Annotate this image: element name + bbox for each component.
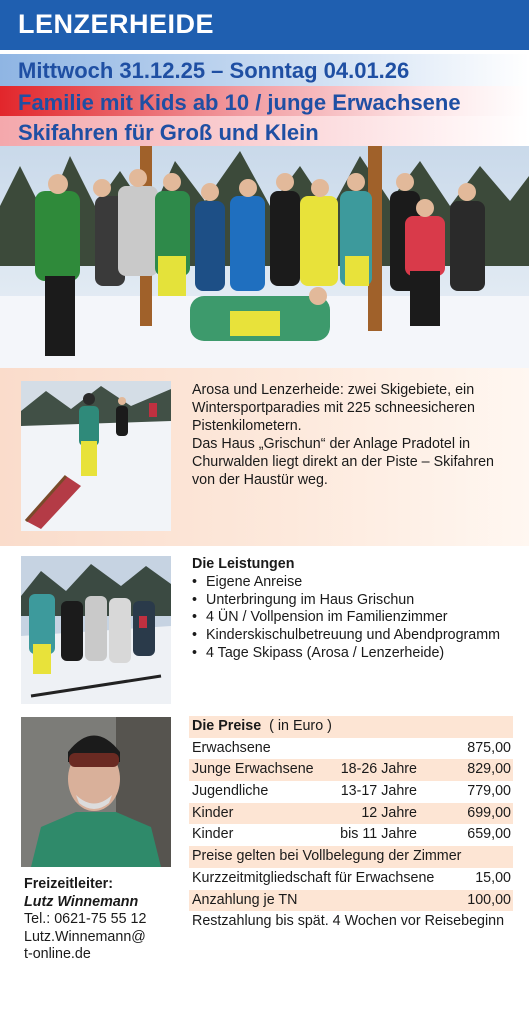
leader-contact bbox=[24, 876, 146, 964]
date-band bbox=[0, 54, 529, 86]
trip-subtitle: Skifahren für Groß und Klein bbox=[18, 120, 319, 145]
price-value: 829,00 bbox=[467, 761, 511, 778]
services-title: Die Leistungen bbox=[192, 556, 295, 572]
trip-dates: Mittwoch 31.12.25 – Sonntag 04.01.26 bbox=[18, 58, 410, 83]
price-value: 779,00 bbox=[467, 783, 511, 800]
price-label: Junge Erwachsene bbox=[192, 761, 314, 778]
price-age: 18-26 Jahre bbox=[340, 761, 417, 778]
deposit-value: 100,00 bbox=[467, 891, 511, 908]
price-age: 13-17 Jahre bbox=[340, 783, 417, 800]
price-value: 875,00 bbox=[467, 739, 511, 756]
balance-note: Restzahlung bis spät. 4 Wochen vor Reisebeginn bbox=[192, 913, 505, 930]
deposit-row bbox=[189, 890, 513, 912]
price-value: 659,00 bbox=[467, 826, 511, 843]
prices-title: Die Preise bbox=[192, 718, 262, 734]
membership-label: Kurzzeitmitgliedschaft für Erwachsene bbox=[192, 869, 435, 886]
membership-row bbox=[189, 868, 513, 890]
price-label: Erwachsene bbox=[192, 739, 271, 756]
subtitle-band bbox=[0, 116, 529, 146]
list-item: • Eigene Anreise bbox=[192, 574, 522, 592]
group-photo bbox=[0, 146, 529, 368]
leader-email-domain[interactable]: t-online.de bbox=[24, 946, 91, 962]
list-item: • 4 Tage Skipass (Arosa / Lenzerheide) bbox=[192, 645, 522, 663]
sled-photo bbox=[21, 381, 171, 531]
prices-unit: ( in Euro ) bbox=[269, 718, 332, 734]
table-row bbox=[189, 759, 513, 781]
membership-value: 15,00 bbox=[475, 869, 511, 886]
table-row bbox=[189, 824, 513, 846]
table-row bbox=[189, 781, 513, 803]
table-row bbox=[189, 738, 513, 760]
ski-group-photo bbox=[21, 556, 171, 704]
table-row bbox=[189, 803, 513, 825]
list-item: • Kinderskischulbetreuung und Abendprogramm bbox=[192, 627, 522, 645]
intro-paragraph-1: Arosa und Lenzerheide: zwei Skigebiete, ein Wintersportparadies mit 225 schneesicheren Pistenkilometern. bbox=[192, 382, 475, 434]
leader-photo bbox=[21, 717, 171, 867]
audience-band bbox=[0, 86, 529, 116]
price-label: Kinder bbox=[192, 826, 234, 843]
price-age: bis 11 Jahre bbox=[340, 826, 417, 843]
leader-name: Lutz Winnemann bbox=[24, 893, 139, 910]
trip-audience: Familie mit Kids ab 10 / junge Erwachsene bbox=[18, 90, 461, 115]
services-section bbox=[192, 556, 522, 663]
price-label: Kinder bbox=[192, 804, 234, 821]
page-title: LENZERHEIDE bbox=[18, 9, 215, 39]
price-value: 699,00 bbox=[467, 804, 511, 821]
deposit-label: Anzahlung je TN bbox=[192, 891, 298, 908]
prices-table bbox=[189, 716, 513, 933]
leader-label: Freizeitleiter: bbox=[24, 876, 113, 892]
price-age: 12 Jahre bbox=[361, 804, 417, 821]
prices-note-row bbox=[189, 846, 513, 868]
intro-text bbox=[192, 381, 517, 489]
price-label: Jugendliche bbox=[192, 783, 269, 800]
leader-phone: Tel.: 0621-75 55 12 bbox=[24, 911, 147, 927]
balance-row bbox=[189, 911, 513, 933]
title-bar bbox=[0, 0, 529, 50]
list-item: • Unterbringung im Haus Grischun bbox=[192, 592, 522, 610]
prices-note: Preise gelten bei Vollbelegung der Zimmer bbox=[192, 848, 462, 865]
intro-paragraph-2: Das Haus „Grischun“ der Anlage Pradotel in Churwalden liegt direkt an der Piste – Skifahren von der Haustür weg. bbox=[192, 436, 494, 488]
prices-header bbox=[189, 716, 513, 738]
list-item: • 4 ÜN / Vollpension im Familienzimmer bbox=[192, 609, 522, 627]
services-list bbox=[192, 574, 522, 663]
leader-email[interactable]: Lutz.Winnemann@ bbox=[24, 928, 146, 945]
